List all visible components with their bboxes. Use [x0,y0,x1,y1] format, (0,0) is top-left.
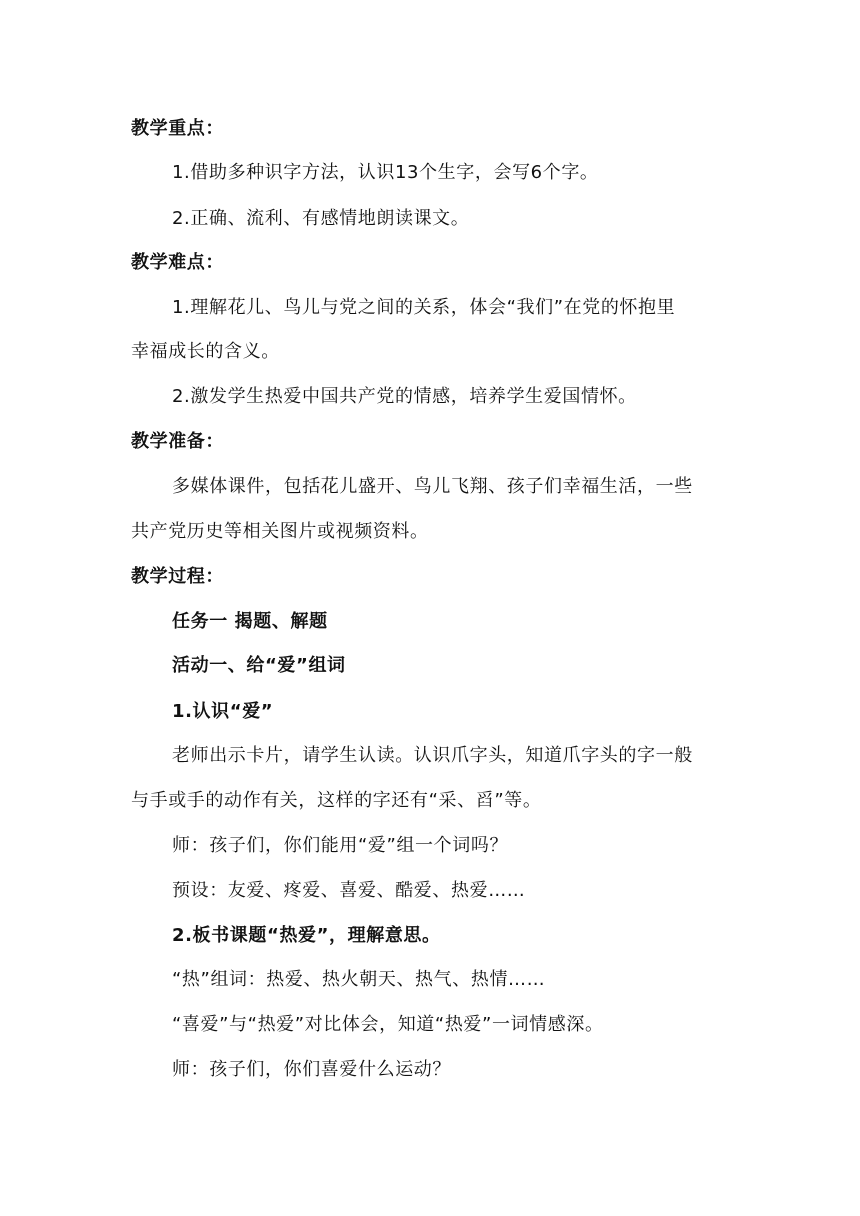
prep-text-line-1: 多媒体课件，包括花儿盛开、鸟儿飞翔、孩子们幸福生活，一些 [172,476,693,497]
difficulty-item-1-line-1: 1.理解花儿、鸟儿与党之间的关系，体会“我们”在党的怀抱里 [172,297,676,318]
prep-text-line-2: 共产党历史等相关图片或视频资料。 [131,521,429,542]
heading-teaching-process: 教学过程： [131,566,224,587]
compare-text: “喜爱”与“热爱”对比体会，知道“热爱”一词情感深。 [172,1014,604,1035]
activity-1-title: 活动一、给“爱”组词 [172,655,346,676]
task-1-title: 任务一 揭题、解题 [172,611,328,632]
preset-answer-1: 预设：友爱、疼爱、喜爱、酷爱、热爱…… [172,880,526,901]
step-1-title: 1.认识“爱” [172,701,274,722]
teacher-question-1: 师：孩子们，你们能用“爱”组一个词吗？ [172,835,509,856]
focus-item-1: 1.借助多种识字方法，认识13个生字，会写6个字。 [172,162,599,183]
focus-item-2: 2.正确、流利、有感情地朗读课文。 [172,208,470,229]
heading-teaching-prep: 教学准备： [131,431,224,452]
step-2-title: 2.板书课题“热爱”，理解意思。 [172,925,441,946]
heading-teaching-difficulty: 教学难点： [131,252,224,273]
step-1-text-line-2: 与手或手的动作有关，这样的字还有“采、舀”等。 [131,790,542,811]
difficulty-item-2: 2.激发学生热爱中国共产党的情感，培养学生爱国情怀。 [172,386,637,407]
step-1-text-line-1: 老师出示卡片，请学生认读。认识爪字头，知道爪字头的字一般 [172,745,693,766]
re-word-group: “热”组词：热爱、热火朝天、热气、热情…… [172,969,546,990]
heading-teaching-focus: 教学重点： [131,118,224,139]
difficulty-item-1-line-2: 幸福成长的含义。 [131,341,280,362]
teacher-question-2: 师：孩子们，你们喜爱什么运动？ [172,1059,451,1080]
